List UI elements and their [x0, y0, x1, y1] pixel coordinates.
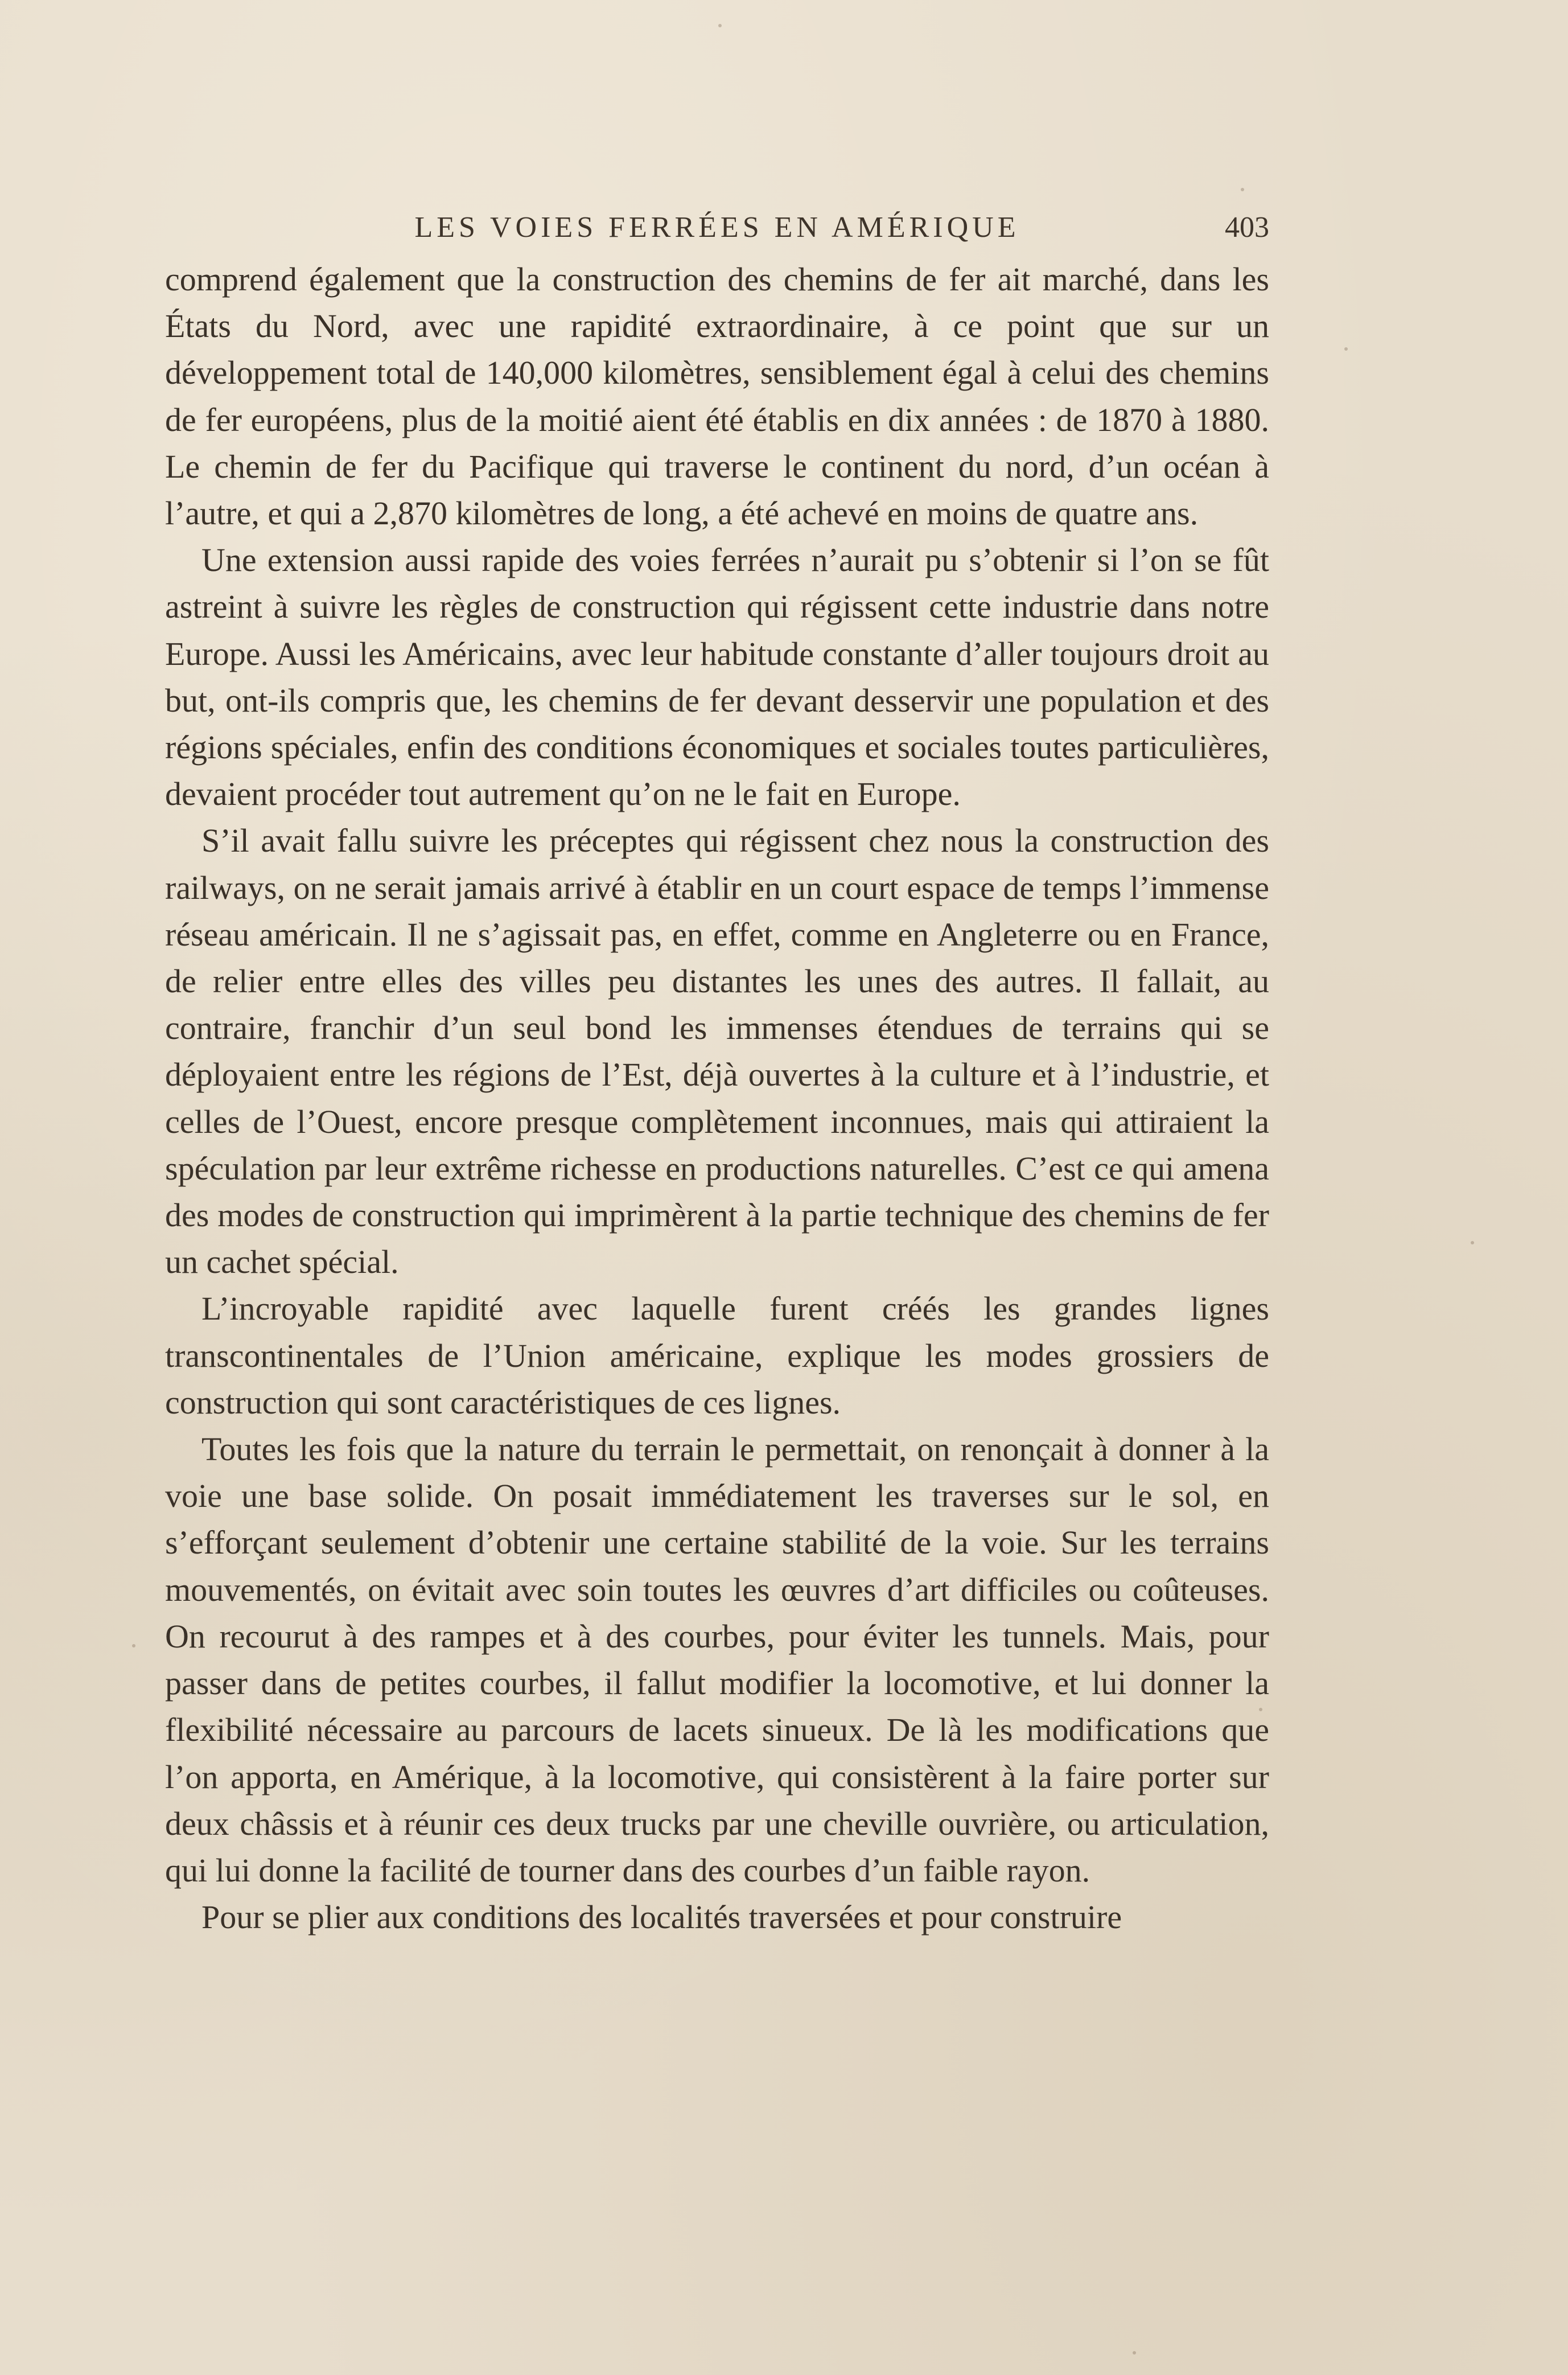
paragraph-4: L’incroyable rapidité avec laquelle furent créés les grandes lignes transcontinentales de l’Union américaine, explique les modes grossiers de construction qui sont caractéristiques de ces lignes.	[165, 1290, 1269, 1421]
body-text	[165, 256, 1269, 1941]
running-title: LES VOIES FERRÉES EN AMÉRIQUE	[414, 211, 1020, 244]
paper-speck	[1133, 2351, 1136, 2355]
paper-speck	[132, 1644, 135, 1647]
paragraph-3: S’il avait fallu suivre les préceptes qui régissent chez nous la construction des railways, on ne serait jamais arrivé à établir en un court espace de temps l’immense réseau américain. Il ne s’agissait pas, en effet, comme en Angleterre ou en France, de relier entre elles des villes peu distantes les unes des autres. Il fallait, au contraire, franchir d’un seul bond les immenses étendues de terrains qui se déployaient entre les régions de l’Est, déjà ouvertes à la culture et à l’industrie, et celles de l’Ouest, encore presque complètement inconnues, mais qui attiraient la spéculation par leur extrême richesse en productions naturelles. C’est ce qui amena des modes de construction qui imprimèrent à la partie technique des chemins de fer un cachet spécial.	[165, 822, 1269, 1281]
paper-speck	[1344, 347, 1348, 351]
page-number: 403	[1225, 211, 1269, 244]
paragraph-2: Une extension aussi rapide des voies ferrées n’aurait pu s’obtenir si l’on se fût astreint à suivre les règles de construction qui régissent cette industrie dans notre Europe. Aussi les Américains, avec leur habitude constante d’aller toujours droit au but, ont-ils compris que, les chemins de fer devant desservir une population et des régions spéciales, enfin des conditions économiques et sociales toutes particulières, devaient procéder tout autrement qu’on ne le fait en Europe.	[165, 541, 1269, 813]
paper-speck	[1259, 1708, 1262, 1711]
paragraph-1: comprend également que la construction des chemins de fer ait marché, dans les États du Nord, avec une rapidité extraordinaire, à ce point que sur un développement total de 140,000 kilomètres, sensiblement égal à celui des chemins de fer européens, plus de la moitié aient été établis en dix années : de 1870 à 1880. Le chemin de fer du Pacifique qui traverse le continent du nord, d’un océan à l’autre, et qui a 2,870 kilomètres de long, a été achevé en moins de quatre ans.	[165, 261, 1269, 532]
paragraph-6: Pour se plier aux conditions des localités traversées et pour construire	[201, 1899, 1122, 1936]
paragraph-5: Toutes les fois que la nature du terrain le permettait, on renonçait à donner à la voie une base solide. On posait immédiatement les traverses sur le sol, en s’efforçant seulement d’obtenir une certaine stabilité de la voie. Sur les terrains mouvementés, on évitait avec soin toutes les œuvres d’art difficiles ou coûteuses. On recourut à des rampes et à des courbes, pour éviter les tunnels. Mais, pour passer dans de petites courbes, il fallut modifier la locomotive, et lui donner la flexibilité nécessaire au parcours de lacets sinueux. De là les modifications que l’on apporta, en Amérique, à la locomotive, qui consistèrent à la faire porter sur deux châssis et à réunir ces deux trucks par une cheville ouvrière, ou articulation, qui lui donne la facilité de tourner dans des courbes d’un faible rayon.	[165, 1431, 1269, 1889]
paper-speck	[1471, 1241, 1474, 1244]
running-head	[165, 205, 1269, 256]
paper-speck	[718, 24, 722, 27]
paper-speck	[1241, 188, 1244, 191]
